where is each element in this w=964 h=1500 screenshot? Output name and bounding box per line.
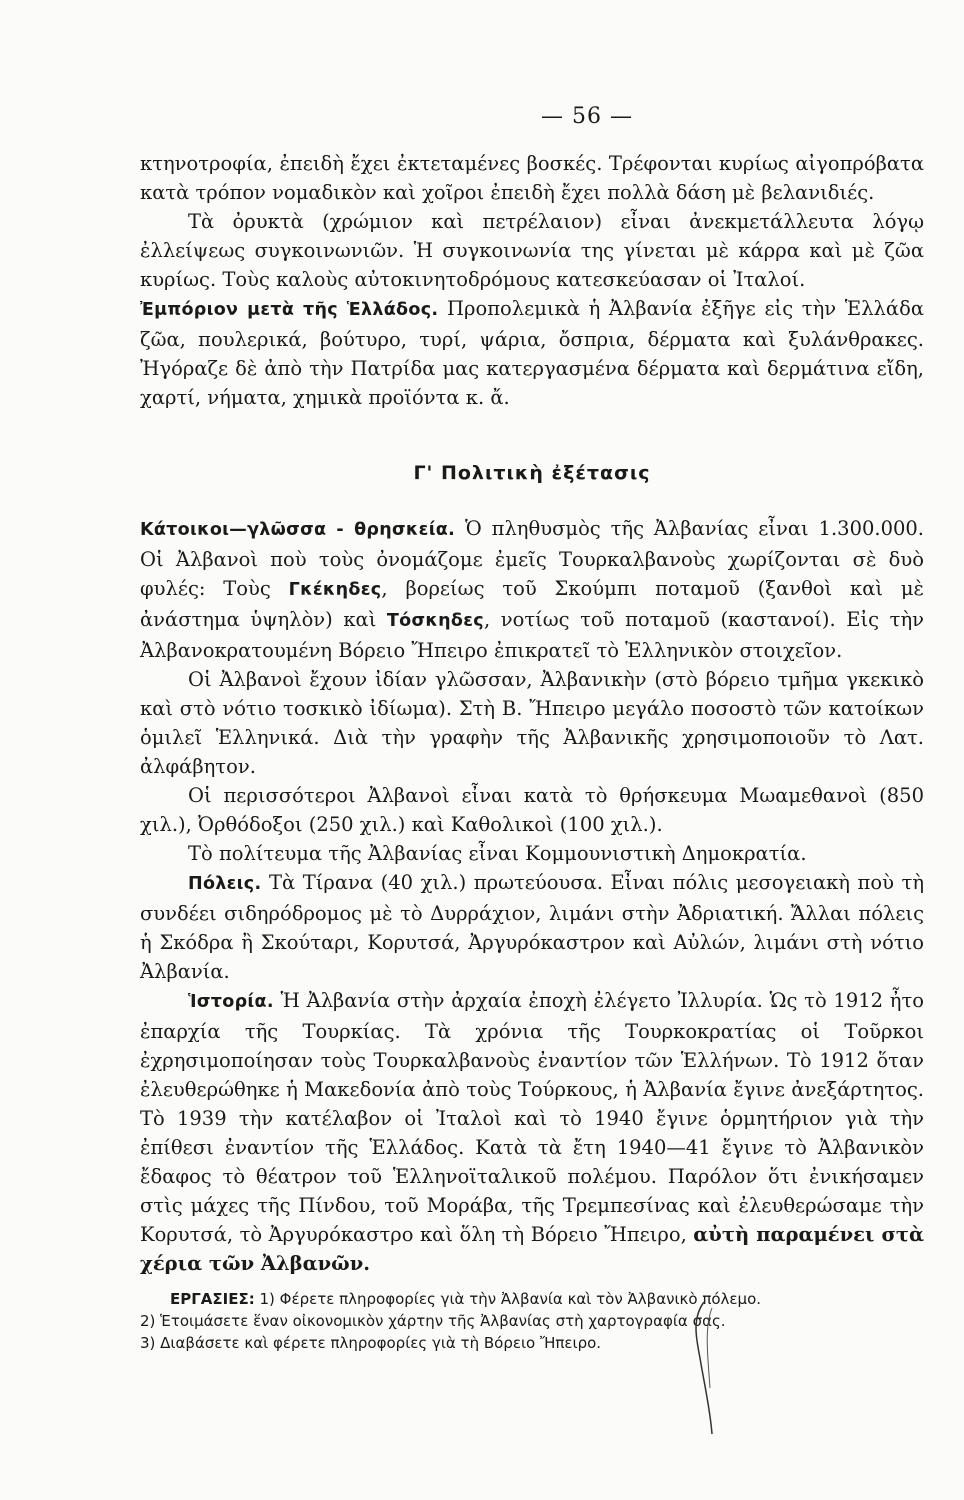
assignments bbox=[140, 1288, 924, 1354]
paragraph-population bbox=[140, 514, 924, 665]
assignment-2: 2) Ἑτοιμάσετε ἕναν οἰκονομικὸν χάρτην τῆς Ἀλβανίας στὴ χαρτογραφία σας. bbox=[140, 1312, 726, 1330]
tosks-term: Τόσκηδες bbox=[386, 611, 484, 631]
cities-heading: Πόλεις. bbox=[188, 874, 262, 894]
assignment-1-text: 1) Φέρετε πληροφορίες γιὰ τὴν Ἀλβανία καὶ τὸν Ἀλβανικὸ πόλεμο. bbox=[254, 1290, 762, 1308]
trade-text: Προπολεμικὰ ἡ Ἀλβανία ἐξῆγε εἰς τὴν Ἑλλάδα ζῶα, πουλερικά, βούτυρο, τυρί, ψάρια, ὄσπρια, δέρματα καὶ ξυλάνθρακες. Ἠγόραζε δὲ ἀπὸ τὴν Πατρίδα μας κατεργασμένα δέρματα καὶ δερμάτινα εἴδη, χαρτί, νήματα, χημικὰ προϊόντα κ. ἄ. bbox=[140, 297, 924, 409]
history-heading: Ἱστορία. bbox=[188, 992, 274, 1012]
trade-heading: Ἐμπόριον μετὰ τῆς Ἑλλάδος. bbox=[140, 300, 439, 320]
paragraph-religion: Οἱ περισσότεροι Ἀλβανοὶ εἶναι κατὰ τὸ θρήσκευμα Μωαμεθανοὶ (850 χιλ.), Ὀρθόδοξοι (250 χιλ.) καὶ Καθολικοὶ (100 χιλ.). bbox=[140, 784, 924, 836]
paragraph-minerals: Τὰ ὀρυκτὰ (χρώμιον καὶ πετρέλαιον) εἶναι ἀνεκμετάλλευτα λόγῳ ἐλλείψεως συγκοινωνιῶν. Ἡ συγκοινωνία της γίνεται μὲ κάρρα καὶ μὲ ζῶα κυρίως. Τοὺς καλοὺς αὐτοκινητοδρόμους κατεσκεύασαν οἱ Ἰταλοί. bbox=[140, 210, 924, 291]
paragraph-trade bbox=[140, 294, 924, 412]
page-body bbox=[140, 104, 924, 1354]
section-heading: Γ' Πολιτικὴ ἐξέτασις bbox=[413, 462, 651, 484]
paragraph-language: Οἱ Ἀλβανοὶ ἔχουν ἰδίαν γλῶσσαν, Ἀλβανικὴν (στὸ βόρειο τμῆμα γκεκικὸ καὶ στὸ νότιο τοσκικὸ ἰδίωμα). Στὴ Β. Ἤπειρο μεγάλο ποσοστὸ τῶν κατοίκων ὁμιλεῖ Ἑλληνικά. Διὰ τὴν γραφὴν τῆς Ἀλβανικῆς χρησιμοποιοῦν τὸ Λατ. ἀλφάβητον. bbox=[140, 668, 924, 778]
population-heading: Κάτοικοι—γλῶσσα - θρησκεία. bbox=[140, 520, 456, 540]
paragraph-history bbox=[140, 986, 924, 1278]
population-text-c: , νοτίως τοῦ ποταμοῦ (καστανοί). Εἰς τὴν Ἀλβανοκρατουμένη Βόρειο Ἤπειρο ἐπικρατεῖ τὸ Ἑλληνικὸν στοιχεῖον. bbox=[140, 608, 924, 662]
assignment-3: 3) Διαβάσετε καὶ φέρετε πληροφορίες γιὰ τὴ Βόρειο Ἤπειρο. bbox=[140, 1334, 602, 1352]
paragraph-cities bbox=[140, 868, 924, 986]
assignment-1 bbox=[140, 1288, 924, 1310]
paragraph-government: Τὸ πολίτευμα τῆς Ἀλβανίας εἶναι Κομμουνιστικὴ Δημοκρατία. bbox=[188, 842, 807, 865]
page-number: — 56 — bbox=[541, 104, 633, 129]
population-text-a: Ὁ πληθυσμὸς τῆς Ἀλβανίας εἶναι 1.300.000. Οἱ Ἀλβανοὶ ποὺ τοὺς ὀνομάζομε ἐμεῖς Τουρκαλβανοὺς χωρίζονται σὲ δυὸ φυλές: Τοὺς bbox=[140, 517, 924, 600]
assignments-label: ΕΡΓΑΣΙΕΣ: bbox=[170, 1290, 255, 1308]
paragraph-livestock: κτηνοτροφία, ἐπειδὴ ἔχει ἐκτεταμένες βοσκές. Τρέφονται κυρίως αἰγοπρόβατα κατὰ τρόπον νομαδικὸν καὶ χοῖροι ἐπειδὴ ἔχει πολλὰ δάση μὲ βελανιδιές. bbox=[140, 152, 924, 204]
cities-text: Τὰ Τίρανα (40 χιλ.) πρωτεύουσα. Εἶναι πόλις μεσογειακὴ ποὺ τὴ συνδέει σιδηρόδρομος μὲ τὸ Δυρράχιον, λιμάνι στὴν Ἀδριατική. Ἄλλαι πόλεις ἡ Σκόδρα ἢ Σκούταρι, Κορυτσά, Ἀργυρόκαστρον καὶ Αὐλών, λιμάνι στὴ νότιο Ἀλβανία. bbox=[140, 871, 924, 983]
history-text-bold: αὐτὴ παραμένει στὰ χέρια τῶν Ἀλβανῶν. bbox=[140, 1223, 924, 1275]
pencil-mark bbox=[690, 1298, 730, 1438]
history-text: Ἡ Ἀλβανία στὴν ἀρχαία ἐποχὴ ἐλέγετο Ἰλλυρία. Ὡς τὸ 1912 ἦτο ἐπαρχία τῆς Τουρκίας. Τὰ χρόνια τῆς Τουρκοκρατίας οἱ Τοῦρκοι ἐχρησιμοποίησαν τοὺς Τουρκαλβανοὺς ἐναντίον τῶν Ἑλλήνων. Τὸ 1912 ὅταν ἐλευθερώθηκε ἡ Μακεδονία ἀπὸ τοὺς Τούρκους, ἡ Ἀλβανία ἔγινε ἀνεξάρτητος. Τὸ 1939 τὴν κατέλαβον οἱ Ἰταλοὶ καὶ τὸ 1940 ἔγινε ὁρμητήριον γιὰ τὴν ἐπίθεσι ἐναντίον τῆς Ἑλλάδος. Κατὰ τὰ ἔτη 1940—41 ἔγινε τὸ Ἀλβανικὸν ἔδαφος τὸ θέατρον τοῦ Ἑλληνοϊταλικοῦ πολέμου. Παρόλον ὅτι ἐνικήσαμεν στὶς μάχες τῆς Πίνδου, τοῦ Μοράβα, τῆς Τρεμπεσίνας καὶ ἐλευθερώσαμε τὴν Κορυτσά, τὸ Ἀργυρόκαστρο καὶ ὅλη τὴ Βόρειο Ἤπειρο, bbox=[140, 989, 924, 1246]
population-text-b: , βορείως τοῦ Σκούμπι ποταμοῦ (ξανθοὶ καὶ μὲ ἀνάστημα ὑψηλὸν) καὶ bbox=[140, 577, 924, 631]
gegs-term: Γκέκηδες bbox=[288, 580, 382, 600]
